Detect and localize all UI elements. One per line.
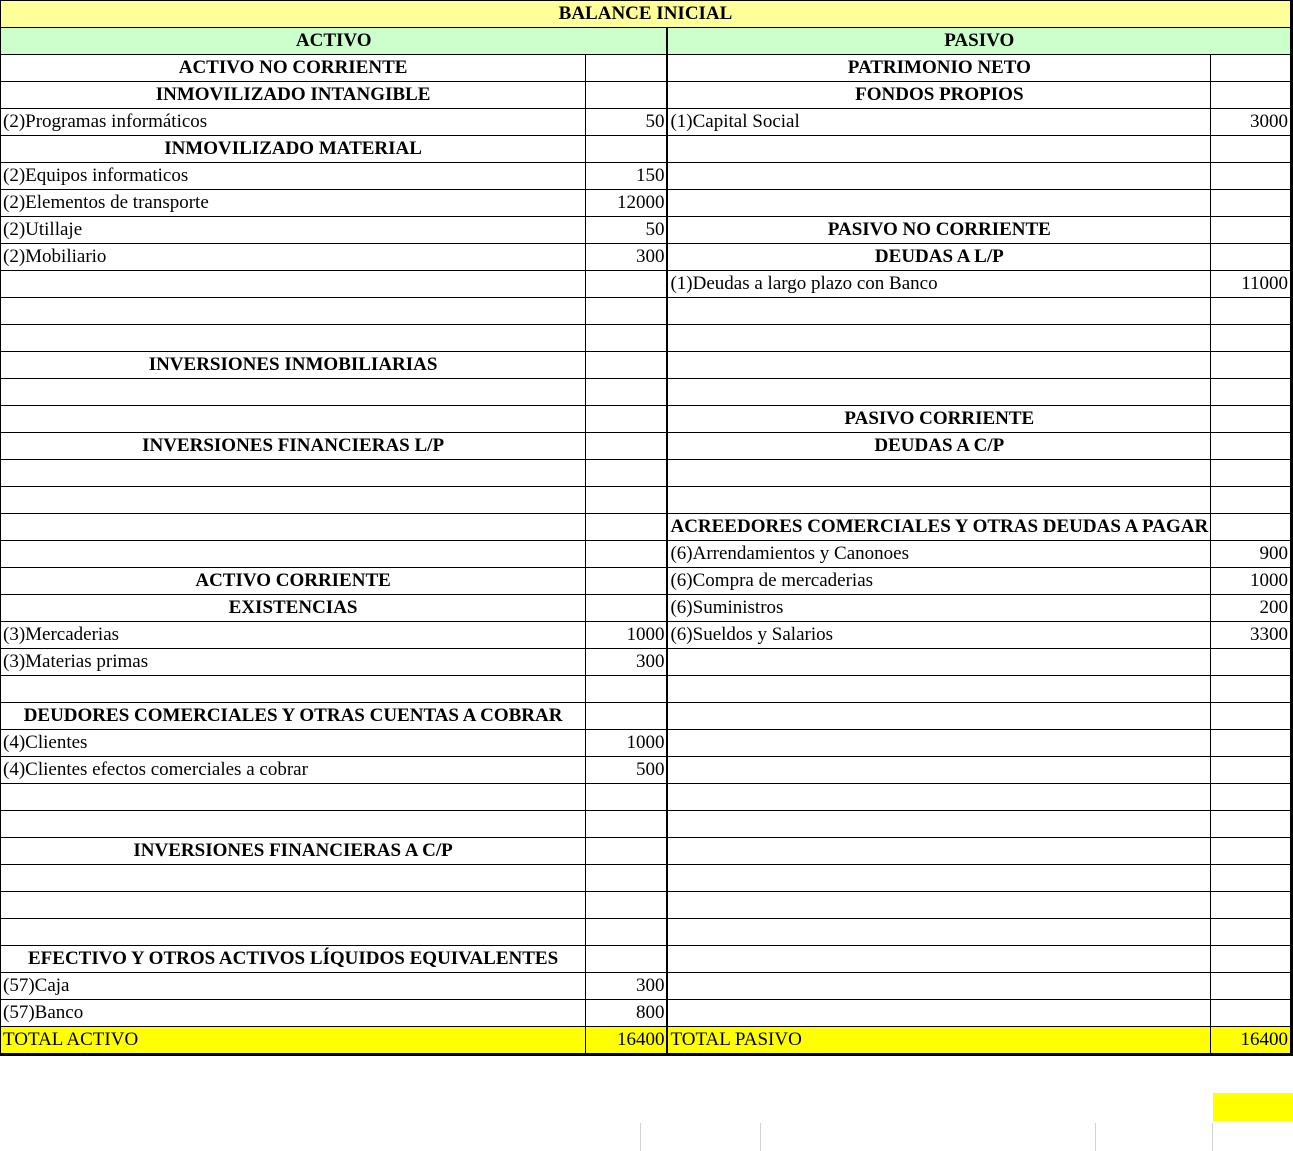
balance-row (1, 865, 1292, 892)
balance-row (1, 595, 1292, 622)
pasivo-value-cell[interactable] (1211, 730, 1292, 757)
activo-value-cell[interactable] (586, 568, 668, 595)
pasivo-label-cell[interactable] (667, 838, 1210, 865)
balance-row (1, 811, 1292, 838)
balance-row (1, 460, 1292, 487)
pasivo-label-cell[interactable] (667, 190, 1210, 217)
activo-label-cell[interactable]: DEUDORES COMERCIALES Y OTRAS CUENTAS A COBRAR (1, 703, 586, 730)
balance-row (1, 163, 1292, 190)
activo-label-cell[interactable]: INMOVILIZADO MATERIAL (1, 136, 586, 163)
pasivo-label-cell[interactable]: (6)Arrendamientos y Canonoes (667, 541, 1210, 568)
pasivo-label-cell[interactable] (667, 379, 1210, 406)
balance-row (1, 379, 1292, 406)
activo-label-cell[interactable]: EXISTENCIAS (1, 595, 586, 622)
activo-header-cell[interactable]: ACTIVO (1, 28, 668, 55)
activo-label-cell[interactable]: (2)Elementos de transporte (1, 190, 586, 217)
pasivo-value-cell[interactable] (1211, 676, 1292, 703)
pasivo-value-cell[interactable] (1211, 946, 1292, 973)
pasivo-value-cell[interactable] (1211, 973, 1292, 1000)
activo-value-cell[interactable] (586, 514, 668, 541)
activo-label-cell[interactable] (1, 487, 586, 514)
pasivo-label-cell[interactable]: FONDOS PROPIOS (667, 82, 1210, 109)
balance-row (1, 892, 1292, 919)
activo-label-cell[interactable]: EFECTIVO Y OTROS ACTIVOS LÍQUIDOS EQUIVALENTES (1, 946, 586, 973)
pasivo-label-cell[interactable] (667, 487, 1210, 514)
pasivo-label-cell[interactable] (667, 919, 1210, 946)
activo-value-cell[interactable]: 50 (586, 217, 668, 244)
pasivo-label-cell[interactable]: ACREEDORES COMERCIALES Y OTRAS DEUDAS A PAGAR (667, 514, 1210, 541)
pasivo-value-cell[interactable] (1211, 163, 1292, 190)
pasivo-value-cell[interactable]: 3300 (1211, 622, 1292, 649)
balance-row (1, 676, 1292, 703)
pasivo-label-cell[interactable]: PASIVO CORRIENTE (667, 406, 1210, 433)
balance-row (1, 298, 1292, 325)
pasivo-label-cell[interactable] (667, 1000, 1210, 1027)
activo-value-cell[interactable] (586, 433, 668, 460)
pasivo-label-cell[interactable]: (6)Compra de mercaderias (667, 568, 1210, 595)
pasivo-value-cell[interactable] (1211, 649, 1292, 676)
pasivo-label-cell[interactable] (667, 703, 1210, 730)
pasivo-label-cell[interactable] (667, 730, 1210, 757)
pasivo-value-cell[interactable] (1211, 82, 1292, 109)
balance-row (1, 244, 1292, 271)
activo-value-cell[interactable]: 300 (586, 649, 668, 676)
activo-label-cell[interactable]: (3)Materias primas (1, 649, 586, 676)
activo-value-cell[interactable] (586, 487, 668, 514)
activo-label-cell[interactable] (1, 406, 586, 433)
pasivo-value-cell[interactable] (1211, 244, 1292, 271)
empty-cell[interactable] (0, 1123, 641, 1151)
pasivo-value-cell[interactable] (1211, 217, 1292, 244)
activo-value-cell[interactable]: 300 (586, 973, 668, 1000)
pasivo-label-cell[interactable] (667, 460, 1210, 487)
activo-value-cell[interactable] (586, 892, 668, 919)
pasivo-label-cell[interactable] (667, 352, 1210, 379)
activo-label-cell[interactable] (1, 379, 586, 406)
balance-row (1, 973, 1292, 1000)
activo-label-cell[interactable]: (57)Caja (1, 973, 586, 1000)
activo-label-cell[interactable] (1, 298, 586, 325)
balance-row (1, 946, 1292, 973)
balance-row (1, 568, 1292, 595)
pasivo-value-cell[interactable]: 11000 (1211, 271, 1292, 298)
total-pasivo-label[interactable]: TOTAL PASIVO (667, 1027, 1210, 1055)
balance-row (1, 82, 1292, 109)
balance-row (1, 757, 1292, 784)
pasivo-label-cell[interactable] (667, 298, 1210, 325)
pasivo-label-cell[interactable] (667, 865, 1210, 892)
pasivo-value-cell[interactable] (1211, 865, 1292, 892)
activo-label-cell[interactable]: (4)Clientes (1, 730, 586, 757)
activo-label-cell[interactable] (1, 514, 586, 541)
activo-label-cell[interactable] (1, 811, 586, 838)
pasivo-value-cell[interactable] (1211, 352, 1292, 379)
pasivo-value-cell[interactable] (1211, 298, 1292, 325)
activo-label-cell[interactable]: ACTIVO NO CORRIENTE (1, 55, 586, 82)
activo-label-cell[interactable]: (2)Utillaje (1, 217, 586, 244)
pasivo-label-cell[interactable]: (1)Capital Social (667, 109, 1210, 136)
title-row (1, 1, 1292, 28)
balance-row (1, 190, 1292, 217)
balance-row (1, 271, 1292, 298)
activo-label-cell[interactable] (1, 460, 586, 487)
activo-label-cell[interactable]: INVERSIONES FINANCIERAS L/P (1, 433, 586, 460)
pasivo-value-cell[interactable] (1211, 460, 1292, 487)
activo-value-cell[interactable] (586, 784, 668, 811)
sheet-body (1, 1, 1292, 1055)
activo-value-cell[interactable]: 1000 (586, 730, 668, 757)
activo-label-cell[interactable]: (2)Equipos informaticos (1, 163, 586, 190)
activo-label-cell[interactable]: (2)Programas informáticos (1, 109, 586, 136)
activo-value-cell[interactable] (586, 406, 668, 433)
balance-row (1, 649, 1292, 676)
pasivo-value-cell[interactable]: 1000 (1211, 568, 1292, 595)
balance-row (1, 136, 1292, 163)
total-pasivo-value[interactable]: 16400 (1211, 1027, 1292, 1055)
activo-value-cell[interactable] (586, 352, 668, 379)
activo-value-cell[interactable] (586, 919, 668, 946)
activo-value-cell[interactable] (586, 271, 668, 298)
activo-label-cell[interactable]: (3)Mercaderias (1, 622, 586, 649)
activo-value-cell[interactable]: 800 (586, 1000, 668, 1027)
pasivo-label-cell[interactable] (667, 973, 1210, 1000)
activo-label-cell[interactable]: (2)Mobiliario (1, 244, 586, 271)
activo-value-cell[interactable] (586, 703, 668, 730)
activo-label-cell[interactable]: ACTIVO CORRIENTE (1, 568, 586, 595)
section-header-row (1, 28, 1292, 55)
pasivo-value-cell[interactable] (1211, 892, 1292, 919)
pasivo-value-cell[interactable] (1211, 1000, 1292, 1027)
pasivo-label-cell[interactable] (667, 946, 1210, 973)
balance-row (1, 487, 1292, 514)
balance-row (1, 541, 1292, 568)
pasivo-label-cell[interactable] (667, 811, 1210, 838)
pasivo-label-cell[interactable] (667, 676, 1210, 703)
balance-row (1, 919, 1292, 946)
activo-value-cell[interactable] (586, 541, 668, 568)
activo-label-cell[interactable] (1, 919, 586, 946)
pasivo-value-cell[interactable]: 900 (1211, 541, 1292, 568)
pasivo-label-cell[interactable]: DEUDAS A C/P (667, 433, 1210, 460)
activo-label-cell[interactable] (1, 784, 586, 811)
balance-row (1, 730, 1292, 757)
pasivo-value-cell[interactable] (1211, 919, 1292, 946)
activo-value-cell[interactable] (586, 595, 668, 622)
empty-cell[interactable] (641, 1123, 761, 1151)
balance-row (1, 325, 1292, 352)
total-activo-label[interactable]: TOTAL ACTIVO (1, 1027, 586, 1055)
pasivo-header-cell[interactable]: PASIVO (667, 28, 1291, 55)
activo-value-cell[interactable] (586, 460, 668, 487)
activo-label-cell[interactable] (1, 892, 586, 919)
balance-row (1, 838, 1292, 865)
pasivo-label-cell[interactable]: (1)Deudas a largo plazo con Banco (667, 271, 1210, 298)
activo-value-cell[interactable] (586, 55, 668, 82)
pasivo-label-cell[interactable] (667, 163, 1210, 190)
activo-value-cell[interactable]: 500 (586, 757, 668, 784)
balance-row (1, 406, 1292, 433)
activo-label-cell[interactable]: INVERSIONES FINANCIERAS A C/P (1, 838, 586, 865)
activo-label-cell[interactable] (1, 271, 586, 298)
balance-row (1, 55, 1292, 82)
pasivo-value-cell[interactable] (1211, 703, 1292, 730)
activo-value-cell[interactable] (586, 676, 668, 703)
pasivo-value-cell[interactable] (1211, 55, 1292, 82)
balance-row (1, 1000, 1292, 1027)
pasivo-value-cell[interactable] (1211, 136, 1292, 163)
pasivo-label-cell[interactable] (667, 757, 1210, 784)
balance-row (1, 109, 1292, 136)
pasivo-label-cell[interactable]: DEUDAS A L/P (667, 244, 1210, 271)
activo-value-cell[interactable] (586, 865, 668, 892)
balance-row (1, 514, 1292, 541)
activo-label-cell[interactable]: INMOVILIZADO INTANGIBLE (1, 82, 586, 109)
pasivo-value-cell[interactable] (1211, 838, 1292, 865)
activo-value-cell[interactable] (586, 838, 668, 865)
activo-label-cell[interactable] (1, 865, 586, 892)
sheet-title-cell[interactable]: BALANCE INICIAL (1, 1, 1292, 28)
activo-value-cell[interactable]: 12000 (586, 190, 668, 217)
pasivo-label-cell[interactable]: PATRIMONIO NETO (667, 55, 1210, 82)
total-row-extension (1213, 1093, 1293, 1121)
empty-cell[interactable] (761, 1123, 1096, 1151)
activo-value-cell[interactable]: 150 (586, 163, 668, 190)
activo-value-cell[interactable]: 300 (586, 244, 668, 271)
pasivo-value-cell[interactable] (1211, 190, 1292, 217)
pasivo-label-cell[interactable] (667, 136, 1210, 163)
pasivo-value-cell[interactable] (1211, 406, 1292, 433)
activo-value-cell[interactable] (586, 946, 668, 973)
activo-value-cell[interactable] (586, 298, 668, 325)
balance-row (1, 352, 1292, 379)
pasivo-label-cell[interactable] (667, 325, 1210, 352)
pasivo-value-cell[interactable] (1211, 325, 1292, 352)
pasivo-label-cell[interactable]: PASIVO NO CORRIENTE (667, 217, 1210, 244)
total-row (1, 1027, 1292, 1055)
activo-label-cell[interactable] (1, 325, 586, 352)
activo-value-cell[interactable] (586, 82, 668, 109)
pasivo-value-cell[interactable] (1211, 379, 1292, 406)
activo-value-cell[interactable]: 1000 (586, 622, 668, 649)
balance-row (1, 622, 1292, 649)
balance-row (1, 703, 1292, 730)
empty-cell[interactable] (1096, 1123, 1213, 1151)
pasivo-value-cell[interactable]: 200 (1211, 595, 1292, 622)
balance-row (1, 433, 1292, 460)
pasivo-label-cell[interactable]: (6)Sueldos y Salarios (667, 622, 1210, 649)
pasivo-value-cell[interactable] (1211, 487, 1292, 514)
activo-value-cell[interactable] (586, 325, 668, 352)
total-activo-value[interactable]: 16400 (586, 1027, 668, 1055)
activo-value-cell[interactable]: 50 (586, 109, 668, 136)
activo-value-cell[interactable] (586, 136, 668, 163)
pasivo-label-cell[interactable] (667, 892, 1210, 919)
balance-row (1, 217, 1292, 244)
balance-row (1, 784, 1292, 811)
pasivo-value-cell[interactable] (1211, 514, 1292, 541)
activo-label-cell[interactable]: (4)Clientes efectos comerciales a cobrar (1, 757, 586, 784)
pasivo-label-cell[interactable] (667, 784, 1210, 811)
activo-value-cell[interactable] (586, 379, 668, 406)
activo-label-cell[interactable] (1, 541, 586, 568)
pasivo-value-cell[interactable] (1211, 784, 1292, 811)
activo-label-cell[interactable] (1, 676, 586, 703)
activo-label-cell[interactable]: (57)Banco (1, 1000, 586, 1027)
pasivo-label-cell[interactable] (667, 649, 1210, 676)
pasivo-value-cell[interactable] (1211, 811, 1292, 838)
pasivo-value-cell[interactable] (1211, 433, 1292, 460)
activo-label-cell[interactable]: INVERSIONES INMOBILIARIAS (1, 352, 586, 379)
pasivo-value-cell[interactable] (1211, 757, 1292, 784)
pasivo-value-cell[interactable]: 3000 (1211, 109, 1292, 136)
pasivo-label-cell[interactable]: (6)Suministros (667, 595, 1210, 622)
activo-value-cell[interactable] (586, 811, 668, 838)
